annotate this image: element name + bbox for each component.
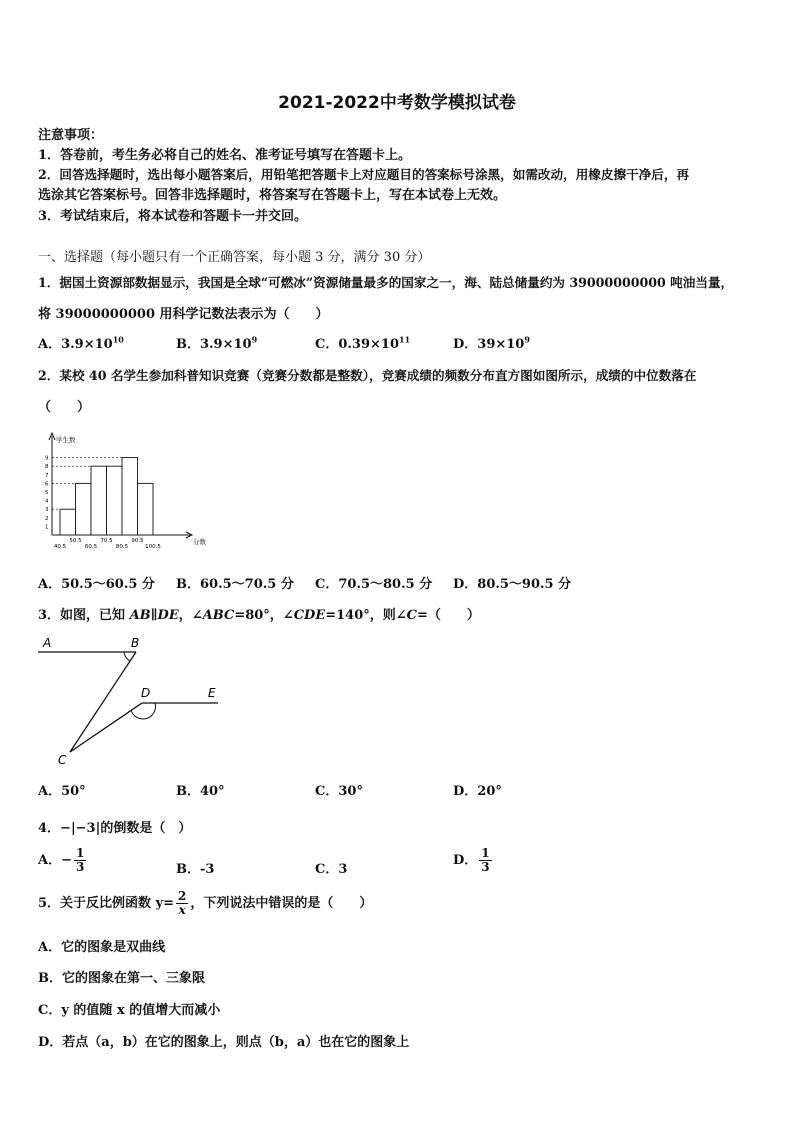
y-tick-label: 9: [45, 455, 49, 462]
page-title: 2021-2022中考数学模拟试卷: [278, 93, 516, 113]
notice-item-1: 1．答卷前，考生务必将自己的姓名、准考证号填写在答题卡上。: [38, 148, 412, 163]
point-label-e: E: [208, 686, 216, 700]
x-tick-label: 90.5: [131, 538, 144, 544]
q1-stem: 1．据国土资源部数据显示，我国是全球“可燃冰”资源储量最多的国家之一，海、陆总储量约为 39000000000 吨油当量，: [38, 275, 734, 290]
y-tick-label: 7: [45, 472, 49, 479]
section-heading: 一、选择题（每小题只有一个正确答案，每小题 3 分，满分 30 分）: [38, 250, 431, 265]
q5-option-a[interactable]: A．它的图象是双曲线: [38, 940, 166, 955]
q1-option-a[interactable]: A．$3.9\times 10^{10}$: [38, 334, 124, 352]
histogram-bar: [138, 483, 154, 535]
notice-item-2-cont: 选涂其它答案标号。回答非选择题时，将答案写在答题卡上，写在本试卷上无效。: [38, 188, 507, 203]
q4-option-a[interactable]: A．− $\frac{1}{3}$: [38, 846, 85, 874]
q5-option-c[interactable]: C．y 的值随 x 的值增大而减小: [38, 1003, 221, 1018]
y-tick-label: 5: [45, 490, 49, 496]
q4-option-d[interactable]: D． $\frac{1}{3}$: [453, 846, 490, 874]
q3-option-b[interactable]: B．40°: [176, 784, 225, 799]
histogram-bar: [60, 509, 76, 535]
angle-d-arc: [131, 703, 155, 719]
histogram-bar: [122, 458, 138, 535]
line-bc: [70, 652, 136, 752]
x-tick-label: 40.5: [53, 544, 67, 550]
y-tick-label: 4: [45, 498, 49, 505]
q5-option-b[interactable]: B．它的图象在第一、三象限: [38, 971, 205, 986]
y-tick-label: 6: [45, 481, 49, 488]
point-label-a: A: [43, 636, 52, 650]
x-tick-label: 60.5: [84, 544, 98, 550]
point-label-d: D: [141, 686, 151, 700]
q4-stem: 4．−|−3|的倒数是（ ）: [38, 821, 192, 836]
q2-stem: 2．某校 40 名学生参加科普知识竞赛（竞赛分数都是整数），竞赛成绩的频数分布直方图如图所示，成绩的中位数落在: [38, 368, 697, 383]
q4-option-c[interactable]: C．3: [315, 862, 348, 877]
q1-option-d[interactable]: D．$39\times 10^9$: [453, 334, 530, 352]
y-tick-label: 8: [45, 464, 49, 471]
y-tick-label: 2: [45, 515, 49, 522]
y-axis-label: 学生数: [56, 436, 76, 444]
histogram-bar: [76, 483, 92, 535]
q1-option-c[interactable]: C．$0.39\times 10^{11}$: [315, 334, 411, 352]
notice-item-2: 2．回答选择题时，选出每小题答案后，用铅笔把答题卡上对应题目的答案标号涂黑，如需改动，用橡皮擦干净后，再: [38, 167, 690, 182]
q2-stem-cont: （ ）: [38, 400, 91, 415]
point-label-c: C: [58, 753, 67, 767]
x-tick-label: 70.5: [100, 538, 113, 544]
q1-stem-cont: 将 39000000000 用科学记数法表示为（ ）: [38, 307, 329, 322]
q3-option-d[interactable]: D．20°: [453, 784, 502, 799]
x-tick-label: 50.5: [69, 538, 82, 544]
x-tick-label: 80.5: [115, 544, 129, 550]
q3-option-a[interactable]: A．50°: [38, 784, 86, 799]
q5-option-d[interactable]: D．若点（a，b）在它的图象上，则点（b，a）也在它的图象上: [38, 1035, 410, 1050]
q3-option-c[interactable]: C．30°: [315, 784, 363, 799]
x-axis-label: 分数: [193, 538, 206, 546]
q2-option-b[interactable]: B．60.5～70.5 分: [176, 577, 294, 592]
histogram-bar: [91, 466, 107, 535]
point-label-b: B: [131, 636, 140, 650]
notice-item-3: 3．考试结束后，将本试卷和答题卡一并交回。: [38, 209, 308, 224]
q4-option-b[interactable]: B．-3: [176, 862, 215, 877]
q2-option-c[interactable]: C．70.5～80.5 分: [315, 577, 433, 592]
q3-stem: 3．如图，已知 AB∥DE，∠ABC=80°，∠CDE=140°，则∠C=（ ）: [38, 608, 480, 623]
x-tick-label: 100.5: [145, 544, 161, 550]
y-tick-label: 3: [45, 507, 49, 514]
histogram-bar: [107, 466, 123, 535]
histogram-chart: [40, 430, 210, 552]
q5-stem: 5．关于反比例函数 y= $\frac{2}{x}$ ，下列说法中错误的是（ ）: [38, 889, 373, 917]
q2-option-a[interactable]: A．50.5～60.5 分: [38, 577, 155, 592]
y-tick-label: 1: [45, 524, 49, 531]
geometry-figure: [38, 632, 228, 772]
angle-b-arc: [124, 652, 130, 661]
q1-option-b[interactable]: B．$3.9\times 10^9$: [176, 334, 258, 352]
q2-option-d[interactable]: D．80.5～90.5 分: [453, 577, 572, 592]
notice-heading: 注意事项：: [38, 128, 104, 143]
